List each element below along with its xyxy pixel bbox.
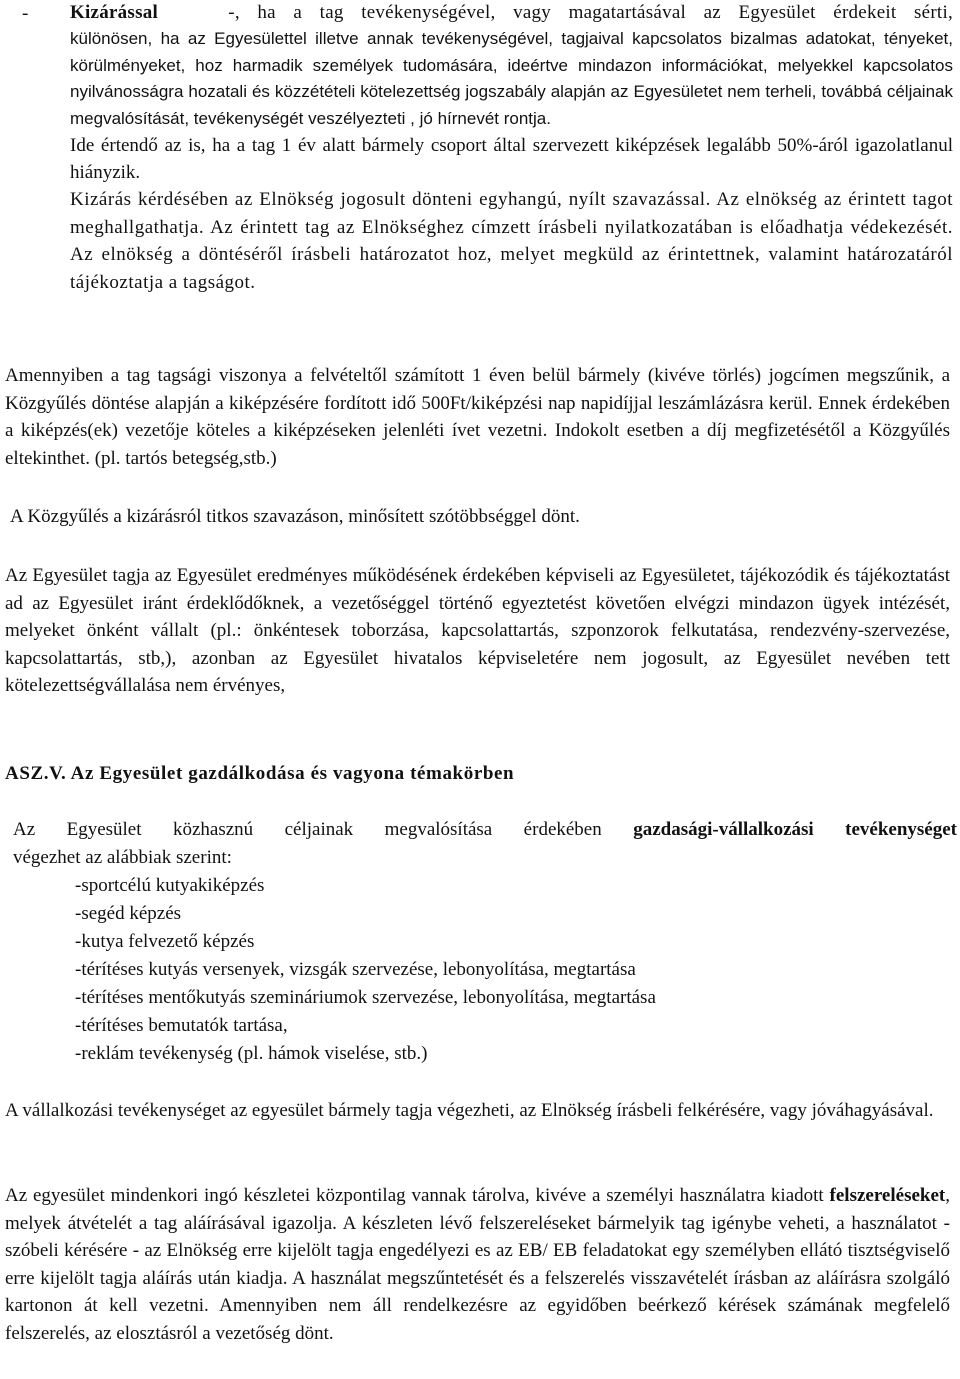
felszereles-start: Az egyesület mindenkori ingó készletei központilag vannak tárolva, kivéve a személyi használatra kiadott <box>5 1185 830 1206</box>
kizaras-paragraph-2: Ide értendő az is, ha a tag 1 év alatt bármely csoport által szervezett kiképzések legalább 50%-áról igazolatlanul hiányzik. <box>70 135 953 183</box>
vallalkozasi-paragraph: A vállalkozási tevékenységet az egyesület bármely tagja végezheti, az Elnökség írásbeli felkérésére, vagy jóváhagyásával. <box>5 1100 934 1121</box>
list-item: -reklám tevékenység (pl. hámok viselése, stb.) <box>75 1043 428 1064</box>
list-item: -segéd képzés <box>75 903 182 924</box>
gazdasagi-intro-start: Az Egyesület közhasznú céljainak megvalósítása érdekében <box>13 819 634 840</box>
kizaras-paragraph-1: különösen, ha az Egyesülettel illetve annak tevékenységével, tagjaival kapcsolatos bizalmas adatokat, tényeket, körülményeket, hoz harmadik személyek tudomására, ideértve mindazon információkat, melyekkel kapcsolatos nyilvánosságra hozatali és közzétételi kötelezettség jogszabály alapján az Egyesületet nem terheli, továbbá céljainak megvalósítását, tevékenységét veszélyezteti , jó hírnevét rontja. <box>70 29 953 128</box>
kozgyules-kizaras-paragraph: A Közgyűlés a kizárásról titkos szavazáson, minősített szótöbbséggel dönt. <box>10 506 580 527</box>
list-item: -sportcélú kutyakiképzés <box>75 875 265 896</box>
section-heading <box>5 760 514 788</box>
kizaras-first-line <box>70 0 953 26</box>
list-item: -kutya felvezető képzés <box>75 931 255 952</box>
felszereles-bold: felszereléseket <box>829 1185 946 1206</box>
kizaras-section <box>70 0 953 296</box>
gazdasagi-intro-line-1 <box>13 816 957 844</box>
felszereles-paragraph <box>5 1182 950 1347</box>
egyesulet-tagja-paragraph: Az Egyesület tagja az Egyesület eredményes működésének érdekében képviseli az Egyesületet, tájékozódik és tájékoztatást ad az Egyesület iránt érdeklődőknek, a vezetőséggel történő egyeztetést követően elvégzi mindazon ügyek intézését, melyeket önként vállalt (pl.: önkéntesek toborzása, kapcsolattartás, szponzorok felkutatása, rendezvény-szervezése, kapcsolattartás, stb,), azonban az Egyesület hivatalos képviseletére nem jogosult, az Egyesület nevében tett kötelezettségvállalása nem érvényes, <box>5 565 950 696</box>
list-item: -térítéses bemutatók tartása, <box>75 1015 288 1036</box>
activities-list <box>75 872 656 1068</box>
section-heading-title: Az Egyesület gazdálkodása és vagyona témakörben <box>70 763 515 784</box>
bullet-dash: - <box>22 3 29 24</box>
section-heading-prefix: ASZ.V. <box>5 763 67 784</box>
gazdasagi-intro-bold: gazdasági-vállalkozási tevékenységet <box>633 819 957 840</box>
list-item: -térítéses mentőkutyás szemináriumok szervezése, lebonyolítása, megtartása <box>75 987 656 1008</box>
kizaras-paragraph-3: Kizárás kérdésében az Elnökség jogosult dönteni egyhangú, nyílt szavazással. Az elnökség az érintett tagot meghallgathatja. Az érintett tag az Elnökséghez címzett írásbeli nyilatkozatában is előadhatja védekezését. Az elnökség a döntéséről írásbeli határozatot hoz, melyet megküld az érintettnek, valamint határozatáról tájékoztatja a tagságot. <box>70 189 953 293</box>
kizaras-term: Kizárással <box>70 2 158 23</box>
gazdasagi-intro <box>13 816 957 871</box>
gazdasagi-intro-end: végezhet az alábbiak szerint: <box>13 846 232 868</box>
felszereles-end: , melyek átvételét a tag aláírásával igazolja. A készleten lévő felszereléseket bármelyik tag igénybe veheti, a használatot - szóbeli kérésére - az Elnökség erre kijelölt tagja engedélyezi es az EB/ EB feladatokat egy személyben ellátó tisztségviselő erre kijelölt tagja aláírás után kiadja. A használat megszűntetését és a felszerelés visszavételét írásban az aláírásra szolgáló kartonon át kell vezetni. Amennyiben nem áll rendelkezésre az egyidőben beérkező kérések számának megfelelő felszerelés, az elosztásról a vezetőség dönt. <box>5 1185 950 1344</box>
kizaras-first-line-rest: -, ha a tag tevékenységével, vagy magatartásával az Egyesület érdekeit sérti, <box>228 2 953 23</box>
amennyiben-paragraph: Amennyiben a tag tagsági viszonya a felvételtől számított 1 éven belül bármely (kivéve törlés) jogcímen megszűnik, a Közgyűlés döntése alapján a kiképzésére fordított idő 500Ft/kiképzési nap napidíjjal leszámlázásra kerül. Ennek érdekében a kiképzés(ek) vezetője köteles a kiképzéseken jelenléti ívet vezetni. Indokolt esetben a díj megfizetésétől a Közgyűlés eltekinthet. (pl. tartós betegség,stb.) <box>5 365 950 469</box>
list-item: -térítéses kutyás versenyek, vizsgák szervezése, lebonyolítása, megtartása <box>75 959 636 980</box>
